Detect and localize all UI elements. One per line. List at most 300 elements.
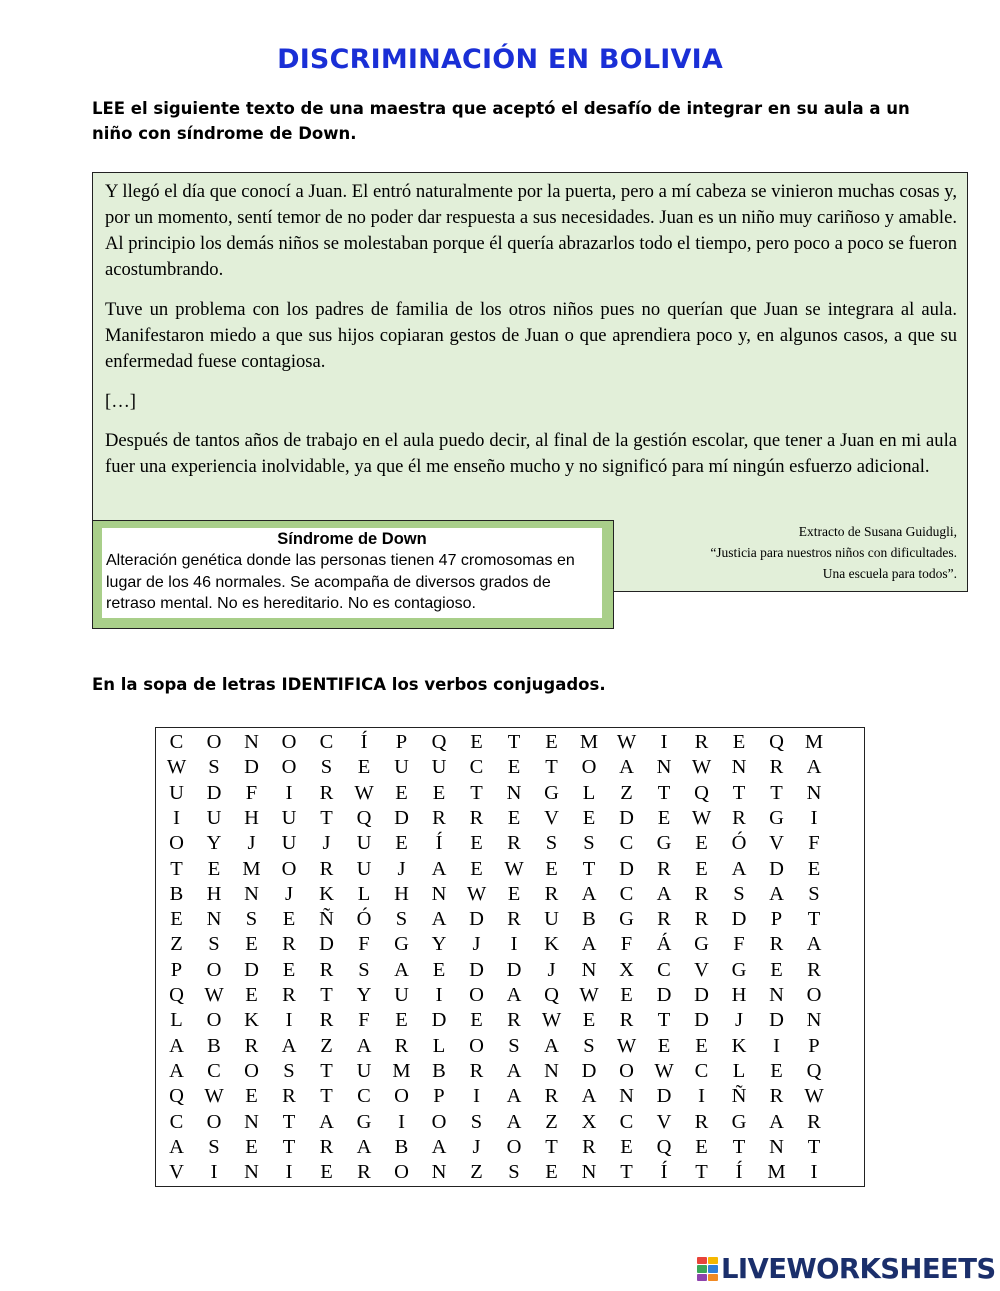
wordsearch-letter[interactable]: E	[695, 832, 708, 855]
wordsearch-letter[interactable]: H	[394, 882, 409, 905]
wordsearch-letter[interactable]: W	[204, 984, 224, 1006]
wordsearch-letter[interactable]: G	[544, 781, 559, 804]
wordsearch-letter[interactable]: C	[619, 1110, 634, 1133]
wordsearch-letter[interactable]: Q	[806, 1059, 822, 1082]
wordsearch-letter[interactable]: B	[582, 908, 596, 931]
wordsearch-letter[interactable]: G	[619, 908, 634, 931]
wordsearch-letter[interactable]: R	[657, 857, 671, 880]
wordsearch-letter[interactable]: R	[769, 933, 784, 956]
wordsearch-letter[interactable]: C	[319, 731, 334, 753]
wordsearch-letter[interactable]: W	[166, 756, 187, 779]
wordsearch-letter[interactable]: U	[206, 806, 222, 829]
wordsearch-letter[interactable]: E	[245, 984, 258, 1006]
wordsearch-letter[interactable]: V	[544, 806, 559, 829]
wordsearch-letter[interactable]: O	[206, 1009, 222, 1032]
wordsearch-letter[interactable]: R	[507, 908, 521, 931]
wordsearch-letter[interactable]: S	[583, 1034, 595, 1057]
wordsearch-letter[interactable]: U	[356, 832, 372, 855]
wordsearch-letter[interactable]: N	[506, 781, 522, 804]
wordsearch-letter[interactable]: R	[357, 1161, 371, 1184]
wordsearch-letter[interactable]: Í	[435, 832, 443, 855]
wordsearch-letter[interactable]: D	[769, 1009, 784, 1032]
wordsearch-letter[interactable]: O	[169, 832, 184, 855]
wordsearch-letter[interactable]: A	[769, 1110, 784, 1133]
wordsearch-letter[interactable]: B	[207, 1034, 221, 1057]
wordsearch-letter[interactable]: U	[281, 806, 297, 829]
wordsearch-letter[interactable]: W	[616, 731, 637, 753]
wordsearch-letter[interactable]: R	[282, 984, 296, 1006]
wordsearch-letter[interactable]: E	[770, 1059, 783, 1082]
wordsearch-letter[interactable]: A	[731, 857, 747, 880]
wordsearch-letter[interactable]: R	[394, 1034, 409, 1057]
wordsearch-letter[interactable]: R	[544, 1085, 559, 1108]
wordsearch-letter[interactable]: G	[731, 1110, 747, 1133]
wordsearch-letter[interactable]: Q	[169, 984, 184, 1006]
wordsearch-letter[interactable]: E	[245, 1135, 258, 1158]
wordsearch-letter[interactable]: E	[545, 731, 558, 753]
wordsearch-letter[interactable]: O	[469, 984, 484, 1006]
wordsearch-letter[interactable]: N	[244, 731, 259, 753]
wordsearch-letter[interactable]: R	[319, 1009, 334, 1032]
wordsearch-letter[interactable]: C	[169, 731, 184, 753]
wordsearch-letter[interactable]: E	[620, 1135, 633, 1158]
wordsearch-letter[interactable]: W	[654, 1059, 674, 1082]
wordsearch-letter[interactable]: S	[320, 756, 333, 779]
wordsearch-letter[interactable]: Y	[206, 832, 222, 855]
wordsearch-letter[interactable]: I	[285, 781, 293, 804]
wordsearch-letter[interactable]: E	[207, 857, 221, 880]
wordsearch-letter[interactable]: D	[656, 1085, 672, 1108]
wordsearch-letter[interactable]: M	[804, 731, 824, 753]
wordsearch-letter[interactable]: N	[206, 908, 222, 931]
wordsearch-letter[interactable]: R	[244, 1034, 259, 1057]
wordsearch-letter[interactable]: A	[431, 857, 447, 880]
wordsearch-letter[interactable]: U	[394, 984, 409, 1006]
wordsearch-letter[interactable]: R	[319, 857, 334, 880]
wordsearch-letter[interactable]: I	[698, 1085, 705, 1108]
wordsearch-letter[interactable]: G	[694, 933, 709, 956]
wordsearch-letter[interactable]: A	[506, 1059, 522, 1082]
wordsearch-letter[interactable]: A	[169, 1034, 184, 1057]
wordsearch-letter[interactable]: R	[432, 806, 446, 829]
wordsearch-letter[interactable]: A	[506, 984, 522, 1006]
wordsearch-letter[interactable]: Q	[356, 806, 372, 829]
wordsearch-letter[interactable]: A	[806, 933, 822, 956]
wordsearch-letter[interactable]: J	[285, 882, 293, 905]
wordsearch-letter[interactable]: E	[470, 1009, 483, 1032]
wordsearch-letter[interactable]: K	[244, 1009, 259, 1032]
wordsearch-letter[interactable]: N	[656, 756, 672, 779]
wordsearch-letter[interactable]: N	[244, 1161, 259, 1184]
wordsearch-letter[interactable]: V	[169, 1161, 184, 1184]
wordsearch-letter[interactable]: N	[769, 984, 784, 1006]
wordsearch-letter[interactable]: Ñ	[319, 908, 334, 931]
wordsearch-letter[interactable]: S	[508, 1161, 520, 1184]
wordsearch-letter[interactable]: E	[545, 857, 558, 880]
wordsearch-letter[interactable]: T	[807, 1135, 821, 1158]
wordsearch-letter[interactable]: Á	[656, 933, 672, 956]
wordsearch-letter[interactable]: S	[583, 832, 595, 855]
wordsearch-letter[interactable]: Q	[431, 731, 447, 753]
wordsearch-letter[interactable]: S	[283, 1059, 295, 1082]
wordsearch-letter[interactable]: N	[581, 1161, 597, 1184]
wordsearch-letter[interactable]: G	[394, 933, 409, 956]
wordsearch-letter[interactable]: A	[394, 958, 409, 981]
wordsearch-letter[interactable]: A	[806, 756, 822, 779]
wordsearch-letter[interactable]: T	[657, 781, 671, 804]
wordsearch-letter[interactable]: O	[206, 731, 222, 753]
wordsearch-letter[interactable]: I	[285, 1161, 293, 1184]
wordsearch-letter[interactable]: Í	[360, 731, 368, 753]
wordsearch-letter[interactable]: A	[169, 1059, 184, 1082]
wordsearch-letter[interactable]: S	[395, 908, 408, 931]
wordsearch-letter[interactable]: T	[282, 1110, 296, 1133]
wordsearch-letter[interactable]: E	[770, 958, 783, 981]
wordsearch-letter[interactable]: A	[356, 1034, 372, 1057]
wordsearch-letter[interactable]: K	[544, 933, 559, 956]
wordsearch-letter[interactable]: I	[285, 1009, 293, 1032]
wordsearch-letter[interactable]: Q	[694, 781, 709, 804]
wordsearch-letter[interactable]: I	[510, 933, 518, 956]
wordsearch-letter[interactable]: D	[694, 1009, 709, 1032]
wordsearch-letter[interactable]: R	[319, 1135, 334, 1158]
wordsearch-letter[interactable]: E	[545, 1161, 558, 1184]
wordsearch-letter[interactable]: E	[657, 806, 671, 829]
wordsearch-letter[interactable]: C	[619, 882, 634, 905]
wordsearch-letter[interactable]: F	[245, 781, 258, 804]
wordsearch-letter[interactable]: W	[616, 1034, 637, 1057]
wordsearch-letter[interactable]: T	[582, 857, 596, 880]
wordsearch-letter[interactable]: S	[733, 882, 745, 905]
wordsearch-letter[interactable]: W	[466, 882, 487, 905]
wordsearch-letter[interactable]: R	[619, 1009, 634, 1032]
wordsearch-letter[interactable]: Y	[356, 984, 372, 1006]
wordsearch-letter[interactable]: D	[244, 756, 259, 779]
wordsearch-letter[interactable]: C	[657, 958, 671, 981]
wordsearch-letter[interactable]: A	[619, 756, 634, 779]
wordsearch-letter[interactable]: E	[357, 756, 371, 779]
wordsearch-letter[interactable]: L	[432, 1034, 446, 1057]
wordsearch-letter[interactable]: R	[507, 832, 521, 855]
wordsearch-letter[interactable]: I	[810, 806, 818, 829]
wordsearch-letter[interactable]: O	[281, 857, 297, 880]
wordsearch-letter[interactable]: G	[769, 806, 784, 829]
wordsearch-letter[interactable]: F	[733, 933, 745, 956]
wordsearch-letter[interactable]: U	[281, 832, 297, 855]
wordsearch-letter[interactable]: X	[581, 1110, 597, 1133]
wordsearch-letter[interactable]: O	[431, 1110, 447, 1133]
wordsearch-letter[interactable]: P	[395, 731, 408, 753]
wordsearch-letter[interactable]: S	[208, 933, 220, 956]
wordsearch-letter[interactable]: Ó	[731, 832, 747, 855]
wordsearch-letter[interactable]: D	[469, 958, 484, 981]
wordsearch-letter[interactable]: D	[431, 1009, 447, 1032]
wordsearch-letter[interactable]: T	[320, 984, 333, 1006]
wordsearch-letter[interactable]: T	[282, 1135, 296, 1158]
wordsearch-letter[interactable]: E	[507, 806, 521, 829]
wordsearch-letter[interactable]: E	[470, 731, 483, 753]
wordsearch-letter[interactable]: S	[245, 908, 258, 931]
wordsearch-letter[interactable]: S	[508, 1034, 520, 1057]
wordsearch-letter[interactable]: C	[694, 1059, 709, 1082]
wordsearch-letter[interactable]: T	[170, 857, 183, 880]
wordsearch-letter[interactable]: O	[281, 756, 297, 779]
wordsearch-letter[interactable]: R	[319, 781, 334, 804]
wordsearch-letter[interactable]: R	[694, 908, 709, 931]
wordsearch-letter[interactable]: U	[356, 857, 372, 880]
wordsearch-letter[interactable]: E	[620, 984, 633, 1006]
wordsearch-letter[interactable]: M	[242, 857, 261, 880]
wordsearch-letter[interactable]: A	[431, 1135, 447, 1158]
wordsearch-letter[interactable]: F	[620, 933, 633, 956]
wordsearch-letter[interactable]: C	[357, 1085, 371, 1108]
wordsearch-letter[interactable]: D	[394, 806, 409, 829]
wordsearch-letter[interactable]: D	[694, 984, 709, 1006]
wordsearch-letter[interactable]: A	[356, 1135, 372, 1158]
wordsearch-letter[interactable]: R	[469, 806, 484, 829]
wordsearch-letter[interactable]: R	[507, 1009, 521, 1032]
wordsearch-letter[interactable]: L	[732, 1059, 746, 1082]
wordsearch-letter[interactable]: A	[581, 933, 597, 956]
wordsearch-letter[interactable]: O	[394, 1085, 409, 1108]
wordsearch-letter[interactable]: D	[206, 781, 222, 804]
wordsearch-letter[interactable]: E	[582, 1009, 596, 1032]
wordsearch-letter[interactable]: H	[206, 882, 222, 905]
wordsearch-letter[interactable]: L	[582, 781, 596, 804]
wordsearch-letter[interactable]: T	[695, 1161, 708, 1184]
wordsearch-letter[interactable]: G	[356, 1110, 372, 1133]
wordsearch-letter[interactable]: A	[169, 1135, 184, 1158]
wordsearch-grid[interactable]	[155, 727, 865, 1187]
wordsearch-letter[interactable]: M	[392, 1059, 411, 1082]
wordsearch-letter[interactable]: F	[808, 832, 820, 855]
wordsearch-letter[interactable]: R	[544, 882, 559, 905]
wordsearch-letter[interactable]: N	[431, 882, 447, 905]
wordsearch-letter[interactable]: Ó	[356, 908, 372, 931]
wordsearch-letter[interactable]: N	[544, 1059, 559, 1082]
wordsearch-letter[interactable]: O	[281, 731, 297, 753]
wordsearch-letter[interactable]: A	[431, 908, 447, 931]
wordsearch-letter[interactable]: U	[356, 1059, 372, 1082]
wordsearch-letter[interactable]: U	[169, 781, 184, 804]
wordsearch-letter[interactable]: T	[807, 908, 821, 931]
wordsearch-letter[interactable]: S	[208, 1135, 220, 1158]
wordsearch-letter[interactable]: C	[619, 832, 634, 855]
wordsearch-letter[interactable]: D	[731, 908, 747, 931]
wordsearch-letter[interactable]: E	[507, 756, 521, 779]
wordsearch-letter[interactable]: R	[282, 1085, 296, 1108]
wordsearch-letter[interactable]: A	[506, 1110, 522, 1133]
wordsearch-letter[interactable]: A	[319, 1110, 334, 1133]
wordsearch-letter[interactable]: W	[204, 1085, 224, 1108]
wordsearch-letter[interactable]: D	[619, 806, 634, 829]
wordsearch-letter[interactable]: C	[169, 1110, 184, 1133]
wordsearch-letter[interactable]: Z	[320, 1034, 333, 1057]
wordsearch-letter[interactable]: Ñ	[731, 1085, 747, 1108]
wordsearch-letter[interactable]: H	[731, 984, 747, 1006]
wordsearch-letter[interactable]: O	[619, 1059, 634, 1082]
wordsearch-letter[interactable]: P	[433, 1085, 445, 1108]
wordsearch-letter[interactable]: C	[469, 756, 484, 779]
wordsearch-letter[interactable]: E	[432, 958, 446, 981]
wordsearch-letter[interactable]: W	[354, 781, 374, 804]
wordsearch-letter[interactable]: E	[657, 1034, 671, 1057]
wordsearch-letter[interactable]: O	[394, 1161, 409, 1184]
wordsearch-letter[interactable]: D	[769, 857, 784, 880]
wordsearch-letter[interactable]: E	[695, 857, 708, 880]
wordsearch-letter[interactable]: E	[695, 1135, 708, 1158]
wordsearch-letter[interactable]: V	[694, 958, 709, 981]
wordsearch-letter[interactable]: W	[691, 806, 712, 829]
wordsearch-letter[interactable]: X	[619, 958, 634, 981]
wordsearch-letter[interactable]: E	[432, 781, 446, 804]
wordsearch-letter[interactable]: N	[806, 781, 822, 804]
wordsearch-letter[interactable]: B	[169, 882, 184, 905]
wordsearch-letter[interactable]: O	[469, 1034, 484, 1057]
wordsearch-letter[interactable]: W	[804, 1085, 824, 1108]
wordsearch-letter[interactable]: M	[767, 1161, 786, 1184]
wordsearch-letter[interactable]: J	[547, 958, 556, 981]
wordsearch-letter[interactable]: S	[208, 756, 220, 779]
wordsearch-letter[interactable]: R	[694, 1110, 709, 1133]
wordsearch-letter[interactable]: Y	[431, 933, 447, 956]
wordsearch-letter[interactable]: Q	[544, 984, 559, 1006]
wordsearch-letter[interactable]: I	[173, 806, 180, 829]
wordsearch-letter[interactable]: E	[170, 908, 183, 931]
wordsearch-letter[interactable]: T	[770, 781, 783, 804]
wordsearch-letter[interactable]: U	[394, 756, 409, 779]
wordsearch-letter[interactable]: N	[581, 958, 597, 981]
wordsearch-letter[interactable]: Í	[660, 1161, 668, 1184]
wordsearch-letter[interactable]: A	[506, 1085, 522, 1108]
wordsearch-letter[interactable]: U	[431, 756, 447, 779]
wordsearch-letter[interactable]: R	[807, 958, 821, 981]
wordsearch-letter[interactable]: D	[619, 857, 634, 880]
wordsearch-letter[interactable]: O	[806, 984, 822, 1006]
wordsearch-letter[interactable]: R	[694, 882, 709, 905]
wordsearch-letter[interactable]: E	[507, 882, 521, 905]
wordsearch-letter[interactable]: S	[470, 1110, 483, 1133]
wordsearch-letter[interactable]: N	[244, 1110, 259, 1133]
wordsearch-letter[interactable]: D	[506, 958, 522, 981]
wordsearch-letter[interactable]: S	[545, 832, 558, 855]
wordsearch-letter[interactable]: R	[282, 933, 296, 956]
wordsearch-letter[interactable]: T	[507, 731, 521, 753]
wordsearch-letter[interactable]: N	[731, 756, 747, 779]
wordsearch-letter[interactable]: E	[245, 1085, 258, 1108]
wordsearch-letter[interactable]: E	[282, 958, 296, 981]
wordsearch-letter[interactable]: E	[320, 1161, 333, 1184]
wordsearch-letter[interactable]: T	[545, 1135, 558, 1158]
wordsearch-letter[interactable]: G	[731, 958, 747, 981]
wordsearch-letter[interactable]: I	[660, 731, 668, 753]
wordsearch-letter[interactable]: D	[244, 958, 259, 981]
wordsearch-letter[interactable]: E	[470, 832, 483, 855]
wordsearch-letter[interactable]: E	[470, 857, 483, 880]
wordsearch-letter[interactable]: N	[806, 1009, 822, 1032]
wordsearch-letter[interactable]: T	[470, 781, 483, 804]
wordsearch-letter[interactable]: D	[581, 1059, 597, 1082]
wordsearch-letter[interactable]: O	[506, 1135, 522, 1158]
wordsearch-letter[interactable]: R	[582, 1135, 596, 1158]
wordsearch-letter[interactable]: J	[472, 1135, 481, 1158]
wordsearch-letter[interactable]: P	[770, 908, 783, 931]
wordsearch-letter[interactable]: K	[319, 882, 334, 905]
wordsearch-letter[interactable]: L	[357, 882, 371, 905]
wordsearch-letter[interactable]: R	[769, 756, 784, 779]
wordsearch-letter[interactable]: A	[581, 1085, 597, 1108]
wordsearch-letter[interactable]: J	[397, 857, 406, 880]
wordsearch-letter[interactable]: E	[282, 908, 296, 931]
wordsearch-letter[interactable]: A	[656, 882, 672, 905]
wordsearch-letter[interactable]: A	[281, 1034, 297, 1057]
wordsearch-letter[interactable]: D	[656, 984, 672, 1006]
wordsearch-letter[interactable]: D	[319, 933, 334, 956]
wordsearch-letter[interactable]: Z	[170, 933, 183, 956]
wordsearch-letter[interactable]: T	[732, 781, 746, 804]
wordsearch-letter[interactable]: T	[320, 1059, 333, 1082]
wordsearch-letter[interactable]: R	[769, 1085, 784, 1108]
wordsearch-letter[interactable]: R	[732, 806, 746, 829]
wordsearch-letter[interactable]: T	[657, 1009, 671, 1032]
wordsearch-letter[interactable]: A	[581, 882, 597, 905]
wordsearch-letter[interactable]: E	[807, 857, 821, 880]
wordsearch-letter[interactable]: N	[769, 1135, 784, 1158]
wordsearch-letter[interactable]: S	[808, 882, 820, 905]
wordsearch-letter[interactable]: Z	[470, 1161, 483, 1184]
wordsearch-letter[interactable]: T	[320, 1085, 333, 1108]
wordsearch-letter[interactable]: R	[469, 1059, 484, 1082]
wordsearch-letter[interactable]: O	[244, 1059, 259, 1082]
wordsearch-letter[interactable]: Z	[545, 1110, 558, 1133]
wordsearch-letter[interactable]: R	[319, 958, 334, 981]
wordsearch-letter[interactable]: P	[808, 1034, 820, 1057]
wordsearch-letter[interactable]: O	[206, 958, 222, 981]
wordsearch-letter[interactable]: T	[732, 1135, 746, 1158]
wordsearch-letter[interactable]: W	[504, 857, 524, 880]
wordsearch-letter[interactable]: E	[695, 1034, 708, 1057]
wordsearch-letter[interactable]: L	[170, 1009, 183, 1032]
wordsearch-letter[interactable]: S	[358, 958, 370, 981]
wordsearch-letter[interactable]: E	[395, 832, 408, 855]
wordsearch-letter[interactable]: W	[579, 984, 599, 1006]
wordsearch-letter[interactable]: Z	[620, 781, 633, 804]
wordsearch-letter[interactable]: C	[207, 1059, 221, 1082]
wordsearch-letter[interactable]: N	[244, 882, 259, 905]
wordsearch-letter[interactable]: W	[691, 756, 712, 779]
wordsearch-letter[interactable]: V	[656, 1110, 672, 1133]
wordsearch-letter[interactable]: Q	[769, 731, 784, 753]
wordsearch-letter[interactable]: R	[657, 908, 671, 931]
wordsearch-letter[interactable]: A	[544, 1034, 559, 1057]
wordsearch-letter[interactable]: B	[394, 1135, 409, 1158]
wordsearch-letter[interactable]: N	[619, 1085, 634, 1108]
wordsearch-letter[interactable]: T	[545, 756, 558, 779]
wordsearch-letter[interactable]: K	[731, 1034, 747, 1057]
wordsearch-letter[interactable]: A	[769, 882, 784, 905]
wordsearch-letter[interactable]: I	[473, 1085, 480, 1108]
wordsearch-letter[interactable]: F	[358, 933, 370, 956]
wordsearch-letter[interactable]: Q	[169, 1085, 184, 1108]
wordsearch-letter[interactable]: I	[773, 1034, 780, 1057]
wordsearch-letter[interactable]: E	[582, 806, 596, 829]
wordsearch-letter[interactable]: R	[807, 1110, 821, 1133]
wordsearch-letter[interactable]: I	[398, 1110, 405, 1133]
wordsearch-letter[interactable]: E	[245, 933, 258, 956]
wordsearch-letter[interactable]: U	[544, 908, 559, 931]
wordsearch-letter[interactable]: T	[620, 1161, 633, 1184]
wordsearch-letter[interactable]: J	[472, 933, 481, 956]
